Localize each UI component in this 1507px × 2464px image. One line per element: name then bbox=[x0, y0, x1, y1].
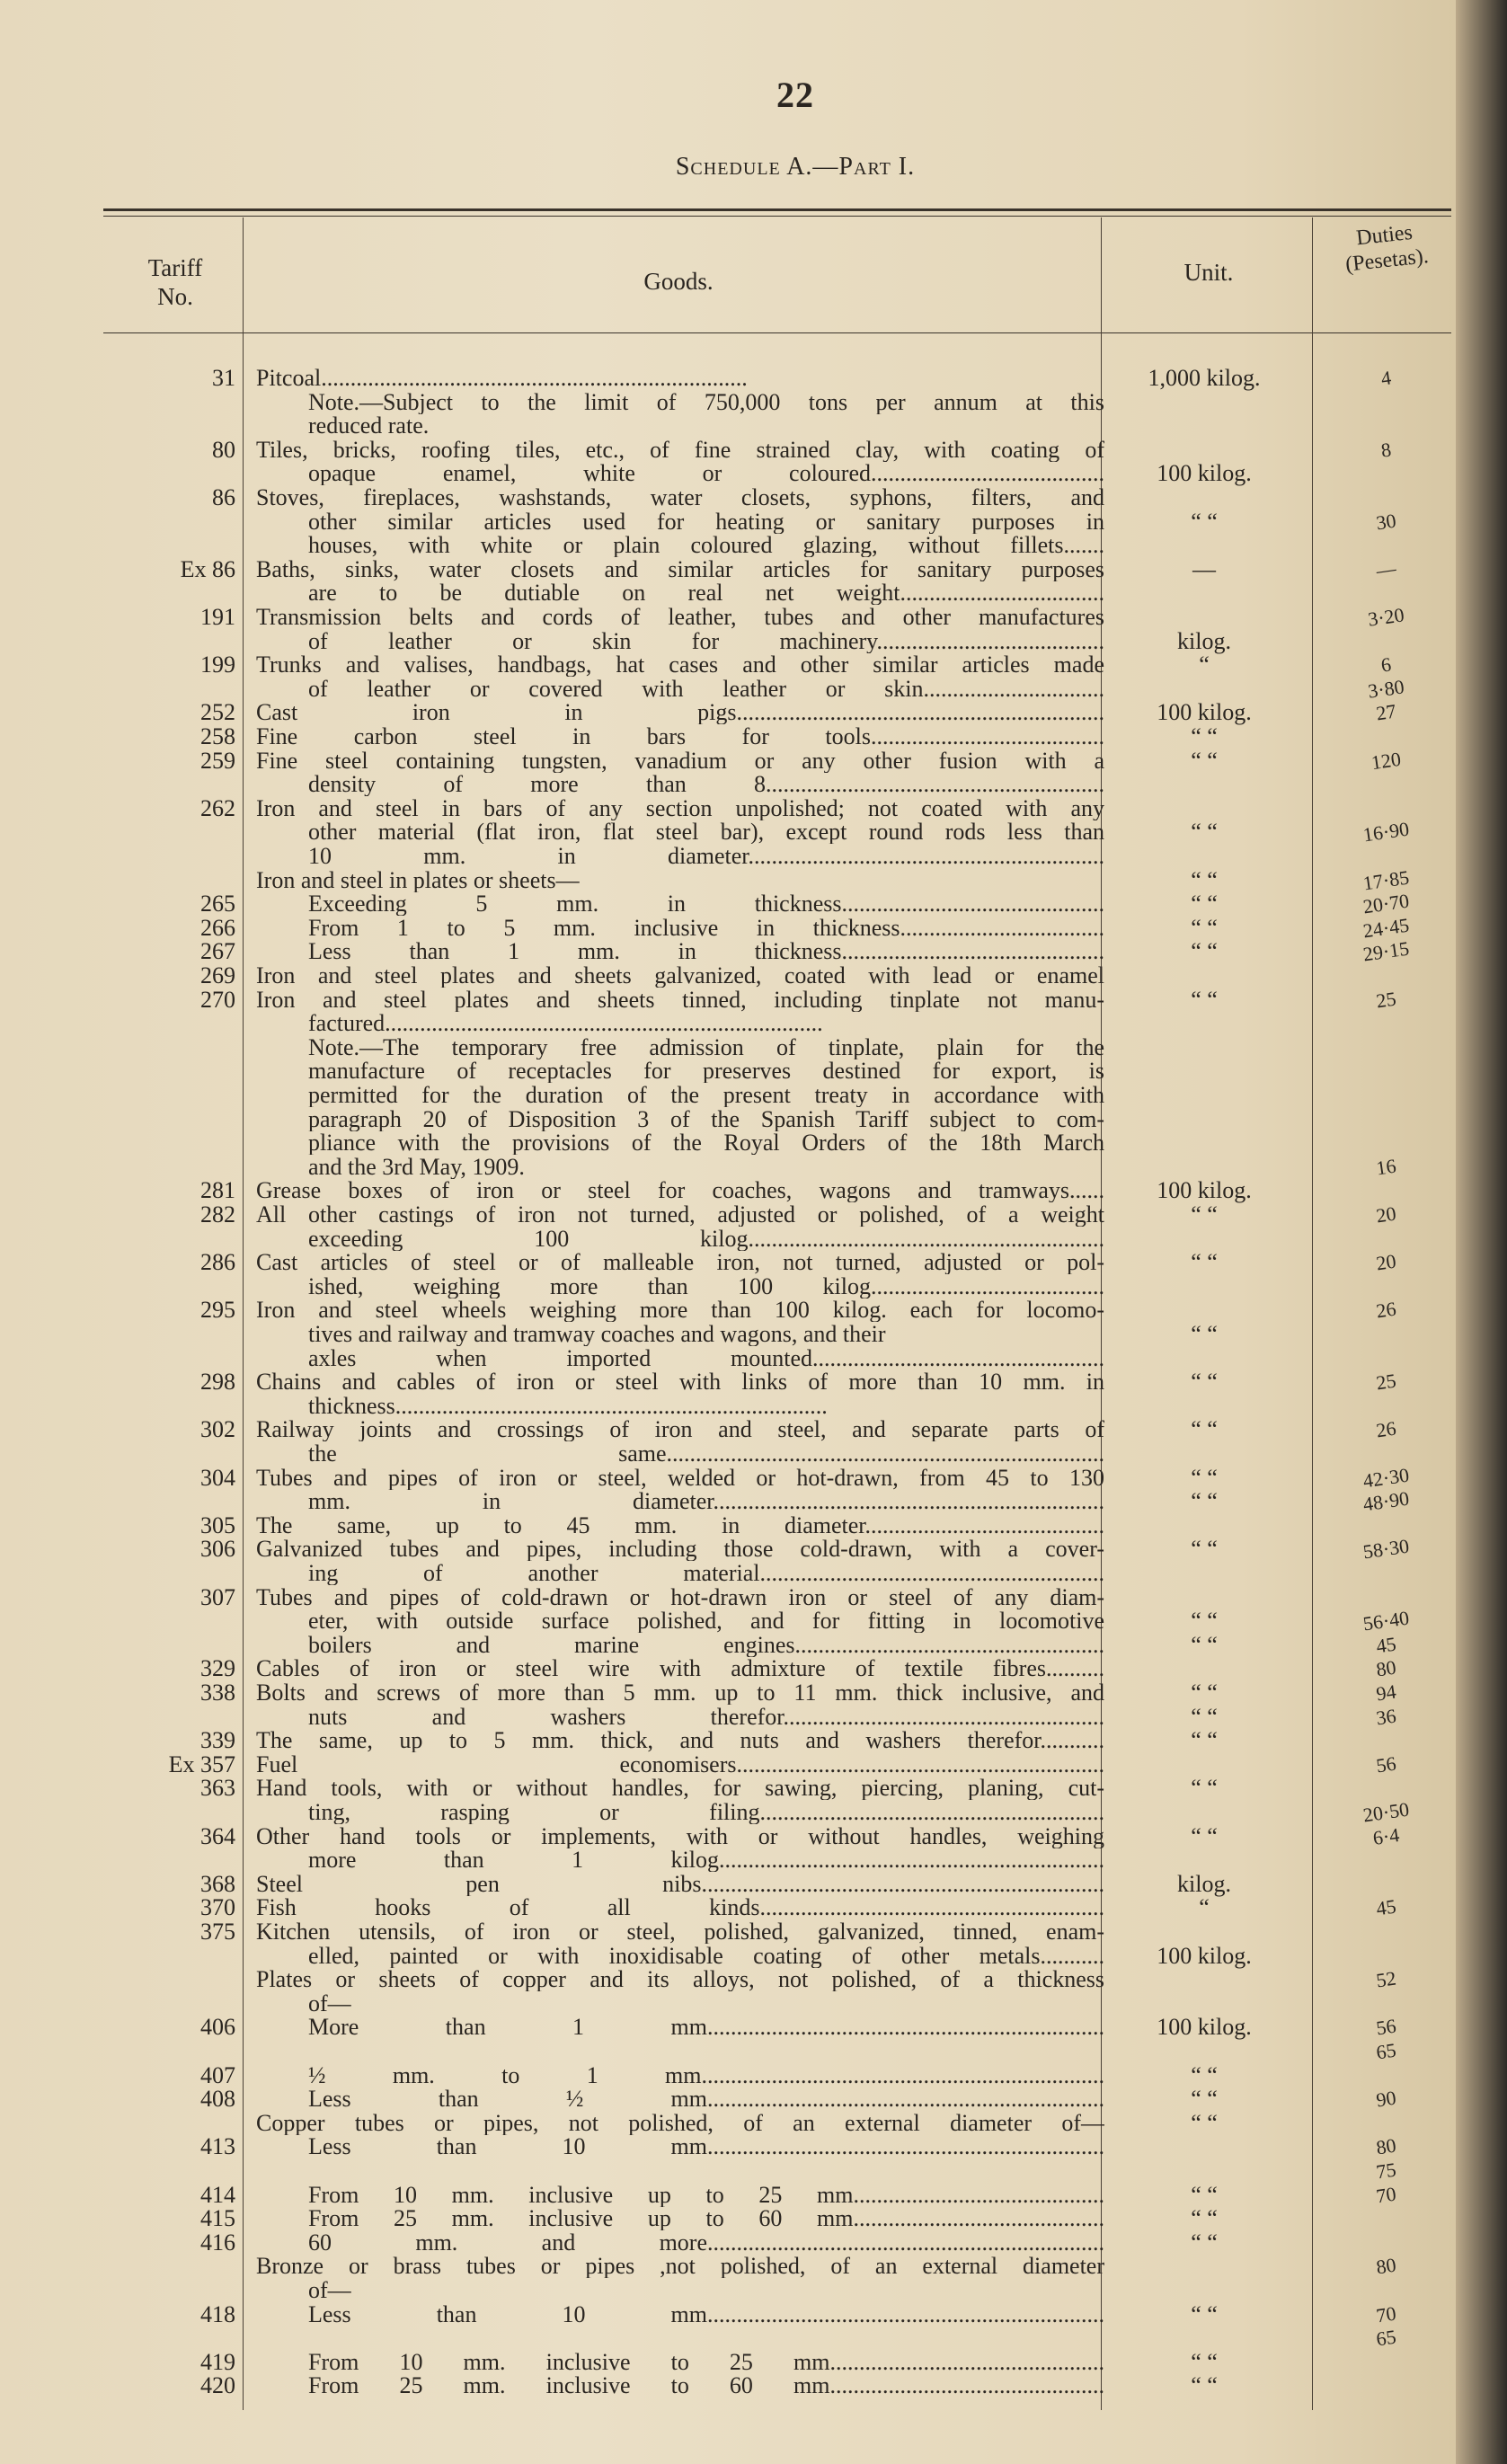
tariff-number: 199 bbox=[200, 651, 235, 678]
goods-description: Less than 10 mm.................................................................... bbox=[308, 2302, 1104, 2327]
goods-description: Less than 1 mm. in thickness............................................. bbox=[308, 940, 1104, 964]
goods-description: of leather or covered with leather or skin............................... bbox=[308, 677, 1104, 701]
goods-description: Pitcoal......................................................................... bbox=[256, 367, 748, 390]
goods-description: of leather or skin for machinery....................................... bbox=[308, 629, 1104, 653]
duty-value: 56 bbox=[1374, 1751, 1398, 1777]
goods-description: permitted for the duration of the present treaty in accordance with bbox=[308, 1084, 1104, 1107]
goods-description: opaque enamel, white or coloured........................................ bbox=[308, 462, 1104, 486]
goods-description: Hand tools, with or without handles, for sawing, piercing, planing, cut- bbox=[256, 1777, 1104, 1801]
header-unit: Unit. bbox=[1183, 259, 1234, 286]
goods-description: Chains and cables of iron or steel with links of more than 10 mm. in bbox=[256, 1370, 1104, 1395]
duty-value: 45 bbox=[1374, 1894, 1398, 1920]
goods-description: of— bbox=[308, 2279, 351, 2302]
tariff-number: 252 bbox=[200, 699, 235, 726]
duty-value: 58·30 bbox=[1361, 1534, 1411, 1564]
goods-description: manufacture of receptacles for preserves destined for export, is bbox=[308, 1059, 1104, 1084]
goods-description: houses, with white or plain coloured glazing, without fillets....... bbox=[308, 534, 1104, 558]
goods-description: Iron and steel wheels weighing more than 100 kilog. each for locomo- bbox=[256, 1298, 1104, 1323]
goods-description: Transmission belts and cords of leather, tubes and other manufactures bbox=[256, 606, 1104, 629]
duty-value: 90 bbox=[1374, 2086, 1398, 2112]
duty-value: 8 bbox=[1379, 438, 1393, 462]
goods-description: density of more than 8.......................................................... bbox=[308, 773, 1104, 797]
tariff-number: 304 bbox=[200, 1464, 235, 1491]
column-divider-unit bbox=[1312, 217, 1313, 2410]
tariff-number: 339 bbox=[200, 1727, 235, 1754]
unit-value: kilog. bbox=[1177, 1870, 1231, 1897]
duty-value: 26 bbox=[1374, 1297, 1398, 1323]
goods-description: mm. in diameter................................................................... bbox=[308, 1490, 1104, 1514]
unit-value: “ “ bbox=[1191, 1703, 1218, 1730]
unit-value: “ “ bbox=[1191, 2109, 1218, 2136]
goods-description: Trunks and valises, handbags, hat cases and other similar articles made bbox=[256, 653, 1104, 678]
duty-value: 75 bbox=[1374, 2158, 1398, 2184]
unit-value: “ “ bbox=[1191, 1775, 1218, 1802]
unit-value: “ “ bbox=[1191, 1464, 1218, 1491]
tariff-number: 418 bbox=[200, 2300, 235, 2327]
goods-description: Bolts and screws of more than 5 mm. up to 11 mm. thick inclusive, and bbox=[256, 1681, 1104, 1705]
unit-value: 100 kilog. bbox=[1157, 1177, 1252, 1204]
tariff-number: 31 bbox=[212, 365, 235, 391]
tariff-number: 282 bbox=[200, 1201, 235, 1228]
duty-value: 65 bbox=[1374, 2038, 1398, 2064]
duty-value: 3·80 bbox=[1366, 675, 1406, 703]
goods-description: elled, painted or with inoxidisable coating of other metals........... bbox=[308, 1944, 1104, 1968]
duty-value: 30 bbox=[1374, 509, 1398, 535]
tariff-number: 80 bbox=[212, 436, 235, 463]
duty-value: 80 bbox=[1374, 2133, 1398, 2159]
unit-value: 1,000 kilog. bbox=[1148, 365, 1261, 391]
goods-description: 10 mm. in diameter............................................................. bbox=[308, 845, 1104, 868]
tariff-number: 265 bbox=[200, 891, 235, 917]
goods-description: Grease boxes of iron or steel for coaches, wagons and tramways...... bbox=[256, 1179, 1104, 1203]
goods-description: the same........................................................................... bbox=[308, 1442, 1104, 1466]
unit-value: “ “ bbox=[1191, 938, 1218, 965]
duty-value: 20·50 bbox=[1361, 1797, 1411, 1827]
tariff-number: 368 bbox=[200, 1870, 235, 1897]
goods-description: Iron and steel in bars of any section unpolished; not coated with any bbox=[256, 796, 1104, 820]
unit-value: “ “ bbox=[1191, 2229, 1218, 2256]
schedule-heading: Schedule A.—Part I. bbox=[675, 153, 916, 181]
goods-description: Tubes and pipes of cold-drawn or hot-drawn iron or steel of any diam- bbox=[256, 1585, 1104, 1609]
goods-description: thickness.......................................................................... bbox=[308, 1394, 828, 1418]
goods-description: Fine steel containing tungsten, vanadium or any other fusion with a bbox=[256, 749, 1104, 773]
unit-value: “ “ bbox=[1191, 2205, 1218, 2232]
duty-value: 94 bbox=[1374, 1680, 1398, 1706]
goods-description: Cables of iron or steel wire with admixture of textile fibres.......... bbox=[256, 1657, 1104, 1681]
tariff-number: 305 bbox=[200, 1511, 235, 1538]
duty-value: 6 bbox=[1379, 652, 1393, 677]
goods-description: Iron and steel plates and sheets tinned, including tinplate not manu- bbox=[256, 988, 1104, 1012]
goods-description: are to be dutiable on real net weight................................... bbox=[308, 581, 1104, 606]
goods-description: From 10 mm. inclusive up to 25 mm........................................... bbox=[308, 2183, 1104, 2207]
duty-value: 29·15 bbox=[1361, 936, 1411, 966]
unit-value: “ “ bbox=[1191, 866, 1218, 893]
unit-value: “ “ bbox=[1191, 508, 1218, 535]
page-number: 22 bbox=[776, 75, 814, 115]
duty-value: 20 bbox=[1374, 1201, 1398, 1228]
unit-value: “ “ bbox=[1191, 1608, 1218, 1635]
table-top-rule-thin bbox=[103, 216, 1451, 217]
goods-description: Fuel economisers............................................................... bbox=[256, 1752, 1104, 1777]
duty-value: 3·20 bbox=[1366, 603, 1406, 631]
unit-value: “ “ bbox=[1191, 1727, 1218, 1754]
goods-description: paragraph 20 of Disposition 3 of the Spanish Tariff subject to com- bbox=[308, 1107, 1104, 1131]
duty-value: 17·85 bbox=[1361, 865, 1411, 895]
unit-value: 100 kilog. bbox=[1157, 699, 1252, 726]
tariff-number: 307 bbox=[200, 1583, 235, 1610]
goods-description: boilers and marine engines..................................................... bbox=[308, 1633, 1104, 1657]
goods-description: eter, with outside surface polished, and for fitting in locomotive bbox=[308, 1609, 1104, 1634]
goods-description: Less than ½ mm.................................................................... bbox=[308, 2087, 1104, 2112]
goods-description: The same, up to 5 mm. thick, and nuts and washers therefor........... bbox=[256, 1729, 1104, 1753]
unit-value: “ “ bbox=[1191, 1631, 1218, 1658]
goods-description: ting, rasping or filing........................................................... bbox=[308, 1801, 1104, 1824]
goods-description: Tiles, bricks, roofing tiles, etc., of fine strained clay, with coating of bbox=[256, 438, 1104, 462]
tariff-number: 295 bbox=[200, 1297, 235, 1324]
tariff-number: 298 bbox=[200, 1369, 235, 1396]
goods-description: ½ mm. to 1 mm..................................................................... bbox=[308, 2063, 1104, 2087]
tariff-number: 407 bbox=[200, 2061, 235, 2088]
unit-value: “ “ bbox=[1191, 723, 1218, 749]
goods-description: other material (flat iron, flat steel bar), except round rods less than bbox=[308, 820, 1104, 845]
header-bottom-rule bbox=[103, 332, 1451, 333]
goods-description: pliance with the provisions of the Royal Orders of the 18th March bbox=[308, 1131, 1104, 1156]
unit-value: “ “ bbox=[1191, 1201, 1218, 1228]
unit-value: “ “ bbox=[1191, 1369, 1218, 1396]
duty-value: 70 bbox=[1374, 2301, 1398, 2327]
tariff-number: 363 bbox=[200, 1775, 235, 1802]
goods-description: exceeding 100 kilog............................................................. bbox=[308, 1227, 1104, 1251]
unit-value: 100 kilog. bbox=[1157, 2014, 1252, 2041]
duty-value: 6·4 bbox=[1371, 1822, 1401, 1849]
goods-description: Fish hooks of all kinds........................................................... bbox=[256, 1896, 1104, 1920]
goods-description: nuts and washers therefor....................................................... bbox=[308, 1705, 1104, 1729]
tariff-number: 413 bbox=[200, 2133, 235, 2160]
duty-value: 52 bbox=[1374, 1966, 1398, 1992]
tariff-number: 406 bbox=[200, 2014, 235, 2041]
unit-value: 100 kilog. bbox=[1157, 460, 1252, 487]
goods-description: and the 3rd May, 1909. bbox=[308, 1155, 525, 1179]
tariff-number: 415 bbox=[200, 2205, 235, 2232]
goods-description: Other hand tools or implements, with or without handles, weighing bbox=[256, 1824, 1104, 1848]
column-divider-tariff bbox=[243, 217, 244, 2410]
header-tariff-line2: No. bbox=[157, 283, 193, 310]
unit-value: “ “ bbox=[1191, 986, 1218, 1013]
tariff-number: 408 bbox=[200, 2086, 235, 2113]
goods-description: Stoves, fireplaces, washstands, water closets, syphons, filters, and bbox=[256, 486, 1104, 510]
goods-description: From 25 mm. inclusive up to 60 mm........................................... bbox=[308, 2207, 1104, 2231]
goods-description: Plates or sheets of copper and its alloys, not polished, of a thickness bbox=[256, 1968, 1104, 1992]
tariff-number: 419 bbox=[200, 2348, 235, 2375]
unit-value: “ “ bbox=[1191, 2372, 1218, 2399]
header-tariff bbox=[117, 253, 234, 311]
tariff-number: 375 bbox=[200, 1919, 235, 1945]
unit-value: “ “ bbox=[1191, 2300, 1218, 2327]
goods-description: Railway joints and crossings of iron and steel, and separate parts of bbox=[256, 1418, 1104, 1442]
tariff-number: 416 bbox=[200, 2229, 235, 2256]
header-tariff-line1: Tariff bbox=[147, 254, 203, 281]
unit-value: “ “ bbox=[1191, 1822, 1218, 1849]
unit-value: “ “ bbox=[1191, 1680, 1218, 1706]
unit-value: “ bbox=[1199, 1894, 1210, 1921]
goods-description: Exceeding 5 mm. in thickness............................................. bbox=[308, 892, 1104, 917]
goods-description: Fine carbon steel in bars for tools........................................ bbox=[256, 725, 1104, 749]
goods-description: ing of another material........................................................... bbox=[308, 1562, 1104, 1585]
goods-description: Less than 10 mm.................................................................... bbox=[308, 2135, 1104, 2159]
goods-description: more than 1 kilog.................................................................. bbox=[308, 1848, 1104, 1873]
duty-value: 16·90 bbox=[1361, 817, 1411, 846]
goods-description: From 10 mm. inclusive to 25 mm............................................... bbox=[308, 2350, 1104, 2374]
goods-description: factured........................................................................... bbox=[308, 1012, 823, 1036]
duty-value: 20·70 bbox=[1361, 889, 1411, 918]
tariff-number: Ex 357 bbox=[168, 1751, 235, 1777]
goods-description: Tubes and pipes of iron or steel, welded or hot-drawn, from 45 to 130 bbox=[256, 1466, 1104, 1490]
goods-description: Note.—Subject to the limit of 750,000 tons per annum at this bbox=[308, 390, 1104, 414]
goods-description: axles when imported mounted.................................................. bbox=[308, 1346, 1104, 1370]
unit-value: “ “ bbox=[1191, 2348, 1218, 2375]
header-duties-line2: (Pesetas). bbox=[1344, 244, 1430, 277]
goods-description: More than 1 mm.................................................................... bbox=[308, 2016, 1104, 2040]
duty-value: 25 bbox=[1374, 1369, 1398, 1395]
tariff-number: Ex 86 bbox=[180, 555, 235, 582]
duty-value: 26 bbox=[1374, 1416, 1398, 1442]
unit-value: 100 kilog. bbox=[1157, 1942, 1252, 1969]
tariff-number: 86 bbox=[212, 484, 235, 510]
duty-value: 27 bbox=[1374, 699, 1398, 725]
unit-value: “ “ bbox=[1191, 747, 1218, 774]
tariff-number: 258 bbox=[200, 723, 235, 749]
goods-description: reduced rate. bbox=[308, 414, 430, 439]
duty-value: 20 bbox=[1374, 1249, 1398, 1275]
unit-value: “ “ bbox=[1191, 1249, 1218, 1276]
header-duties-line1: Duties bbox=[1355, 220, 1414, 251]
tariff-number: 286 bbox=[200, 1249, 235, 1276]
goods-description: All other castings of iron not turned, adjusted or polished, of a weight bbox=[256, 1203, 1104, 1227]
goods-description: other similar articles used for heating or sanitary purposes in bbox=[308, 510, 1104, 534]
unit-value: “ “ bbox=[1191, 1416, 1218, 1443]
unit-value: “ “ bbox=[1191, 891, 1218, 917]
duty-value: 56 bbox=[1374, 2014, 1398, 2040]
duty-value: 120 bbox=[1370, 747, 1403, 774]
duty-value: 36 bbox=[1374, 1704, 1398, 1730]
goods-description: The same, up to 45 mm. in diameter......................................... bbox=[256, 1513, 1104, 1538]
tariff-number: 414 bbox=[200, 2181, 235, 2208]
tariff-number: 262 bbox=[200, 794, 235, 821]
goods-description: ished, weighing more than 100 kilog........................................ bbox=[308, 1274, 1104, 1298]
header-goods: Goods. bbox=[643, 268, 714, 295]
tariff-number: 267 bbox=[200, 938, 235, 965]
goods-description: Bronze or brass tubes or pipes ,not polished, of an external diameter bbox=[256, 2255, 1104, 2279]
tariff-number: 306 bbox=[200, 1536, 235, 1563]
tariff-number: 364 bbox=[200, 1822, 235, 1849]
unit-value: “ “ bbox=[1191, 2086, 1218, 2113]
duty-value: 25 bbox=[1374, 987, 1398, 1013]
duty-value: 16 bbox=[1374, 1154, 1398, 1180]
tariff-number: 302 bbox=[200, 1416, 235, 1443]
unit-value: “ “ bbox=[1191, 1321, 1218, 1347]
goods-description: Kitchen utensils, of iron or steel, polished, galvanized, tinned, enam- bbox=[256, 1920, 1104, 1944]
table-top-rule bbox=[103, 208, 1451, 211]
duty-value: 45 bbox=[1374, 1632, 1398, 1658]
duty-value: 80 bbox=[1374, 2253, 1398, 2279]
duty-value: 56·40 bbox=[1361, 1606, 1411, 1635]
goods-description: Note.—The temporary free admission of tinplate, plain for the bbox=[308, 1035, 1104, 1059]
unit-value: “ “ bbox=[1191, 914, 1218, 941]
facing-page-edge bbox=[1456, 0, 1507, 2464]
goods-description: Steel pen nibs..................................................................... bbox=[256, 1872, 1104, 1896]
duty-value: 48·90 bbox=[1361, 1486, 1411, 1516]
goods-description: Iron and steel in plates or sheets— bbox=[256, 868, 580, 892]
goods-description: From 1 to 5 mm. inclusive in thickness................................... bbox=[308, 916, 1104, 940]
duty-value: 80 bbox=[1374, 1655, 1398, 1681]
tariff-number: 191 bbox=[200, 604, 235, 630]
duty-value: 24·45 bbox=[1361, 913, 1411, 943]
goods-description: Cast iron in pigs............................................................... bbox=[256, 701, 1104, 725]
tariff-number: 370 bbox=[200, 1894, 235, 1921]
tariff-number: 329 bbox=[200, 1655, 235, 1682]
unit-value: “ “ bbox=[1191, 2061, 1218, 2088]
unit-value: “ bbox=[1199, 651, 1210, 678]
unit-value: — bbox=[1192, 555, 1216, 582]
tariff-number: 266 bbox=[200, 914, 235, 941]
unit-value: “ “ bbox=[1191, 1536, 1218, 1563]
tariff-number: 420 bbox=[200, 2372, 235, 2399]
goods-description: 60 mm. and more.................................................................... bbox=[308, 2230, 1104, 2255]
duty-value: 4 bbox=[1379, 366, 1393, 390]
unit-value: “ “ bbox=[1191, 819, 1218, 846]
goods-description: Galvanized tubes and pipes, including those cold-drawn, with a cover- bbox=[256, 1538, 1104, 1562]
duty-value: 42·30 bbox=[1361, 1463, 1411, 1493]
duty-value: 70 bbox=[1374, 2182, 1398, 2208]
duty-value: — bbox=[1374, 556, 1398, 582]
tariff-number: 269 bbox=[200, 962, 235, 988]
tariff-number: 270 bbox=[200, 986, 235, 1013]
goods-description: From 25 mm. inclusive to 60 mm............................................... bbox=[308, 2374, 1104, 2398]
unit-value: kilog. bbox=[1177, 627, 1231, 654]
goods-description: Cast articles of steel or of malleable iron, not turned, adjusted or pol- bbox=[256, 1251, 1104, 1275]
goods-description: of— bbox=[308, 1991, 351, 2016]
unit-value: “ “ bbox=[1191, 2181, 1218, 2208]
goods-description: Iron and steel plates and sheets galvanized, coated with lead or enamel bbox=[256, 964, 1104, 988]
unit-value: “ “ bbox=[1191, 1488, 1218, 1515]
tariff-number: 259 bbox=[200, 747, 235, 774]
duty-value: 65 bbox=[1374, 2325, 1398, 2351]
tariff-number: 338 bbox=[200, 1680, 235, 1706]
goods-description: Baths, sinks, water closets and similar articles for sanitary purposes bbox=[256, 557, 1104, 581]
tariff-number: 281 bbox=[200, 1177, 235, 1204]
goods-description: Copper tubes or pipes, not polished, of an external diameter of— bbox=[256, 2111, 1104, 2135]
goods-description: tives and railway and tramway coaches and wagons, and their bbox=[308, 1323, 886, 1346]
